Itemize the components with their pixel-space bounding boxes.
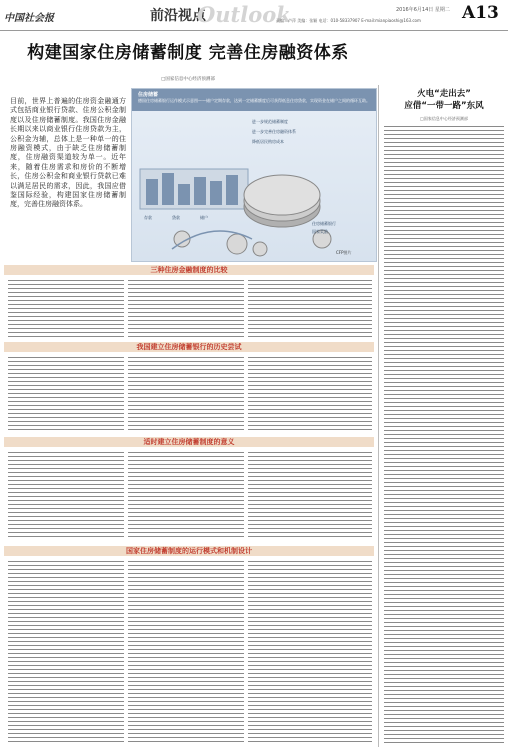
body-text-block [248,452,372,540]
column-logo: Outlook [197,2,291,27]
column-name: 前沿视点 [150,8,206,24]
sidebar-article-title [383,88,505,112]
infographic-bullet: 降低居民购房成本 [252,139,284,144]
infographic [131,88,377,262]
section-heading: 我国建立住房储蓄银行的历史尝试 [4,342,374,352]
issue-date: 2016年6月14日 星期二 [396,7,450,13]
infographic-bullet: 进一步完善住房融资体系 [252,129,296,134]
body-text-block [128,357,244,431]
body-text-block [128,452,244,540]
infographic-tag: 储户 [200,215,208,220]
infographic-tag: 存款 [144,215,152,220]
body-text-block [8,280,124,340]
body-text-block [248,561,372,745]
body-text-block [248,280,372,340]
sidebar-title-line: 应借“一带一路”东风 [404,101,484,111]
infographic-subtitle: 德国住房储蓄银行运作模式示意图——储户定期存款，达到一定储蓄额度后可获得低息住房贷款，实现资金在储户之间的循环互助。 [138,98,370,103]
infographic-title: 住房储蓄 [138,92,159,98]
body-text-block [8,452,124,540]
image-credit: CFP图片 [336,250,352,255]
body-text-block [8,357,124,431]
article-byline: □国家信息中心经济预测部 [161,77,215,82]
sidebar-title-line: 火电“走出去” [417,89,471,99]
body-text-block [8,561,124,745]
article-intro: 目前，世界上普遍的住房资金融通方式包括商业银行贷款、住房公积金制度以及住房储蓄制度。我国住房金融长期以来以商业银行住房贷款为主，公积金为辅，总体上是一种单一的住房融资模式，由于缺乏住房储蓄制度，住房融资渠道较为单一。近年来，随着住房需求和房价的不断增长，住房公积金和商业银行贷款已难以满足居民的需求，因此，我国应借鉴国际经验，构建国家住房储蓄制度，完善住房融资体系。 [10,97,126,209]
body-text-block [128,561,244,745]
infographic-tag: 贷款 [172,215,180,220]
savings-illustration [132,89,376,261]
sidebar-byline: □国家信息中心经济预测部 [420,116,468,121]
newspaper-masthead: 中国社会报 [4,13,54,24]
section-heading: 适时建立住房储蓄制度的意义 [4,437,374,447]
body-text-block [128,280,244,340]
sidebar-body-text [384,126,504,746]
section-heading: 国家住房储蓄制度的运行模式和机制设计 [4,546,374,556]
body-text-block [248,357,372,431]
editor-info: 责编：卢萍 美编：张颖 电话：010-58337907 E-mail:mianpiaoshi@163.com [276,18,421,23]
section-heading: 三种住房金融制度的比较 [4,265,374,275]
infographic-bullet: 进一步规范储蓄制度 [252,119,288,124]
page-number: A13 [462,3,499,23]
page-header [0,0,508,31]
page-headline: 构建国家住房储蓄制度 完善住房融资体系 [27,43,349,63]
infographic-tag: 国家奖励 [312,229,328,234]
column-divider [378,85,379,747]
infographic-tag: 住房储蓄银行 [312,221,336,226]
